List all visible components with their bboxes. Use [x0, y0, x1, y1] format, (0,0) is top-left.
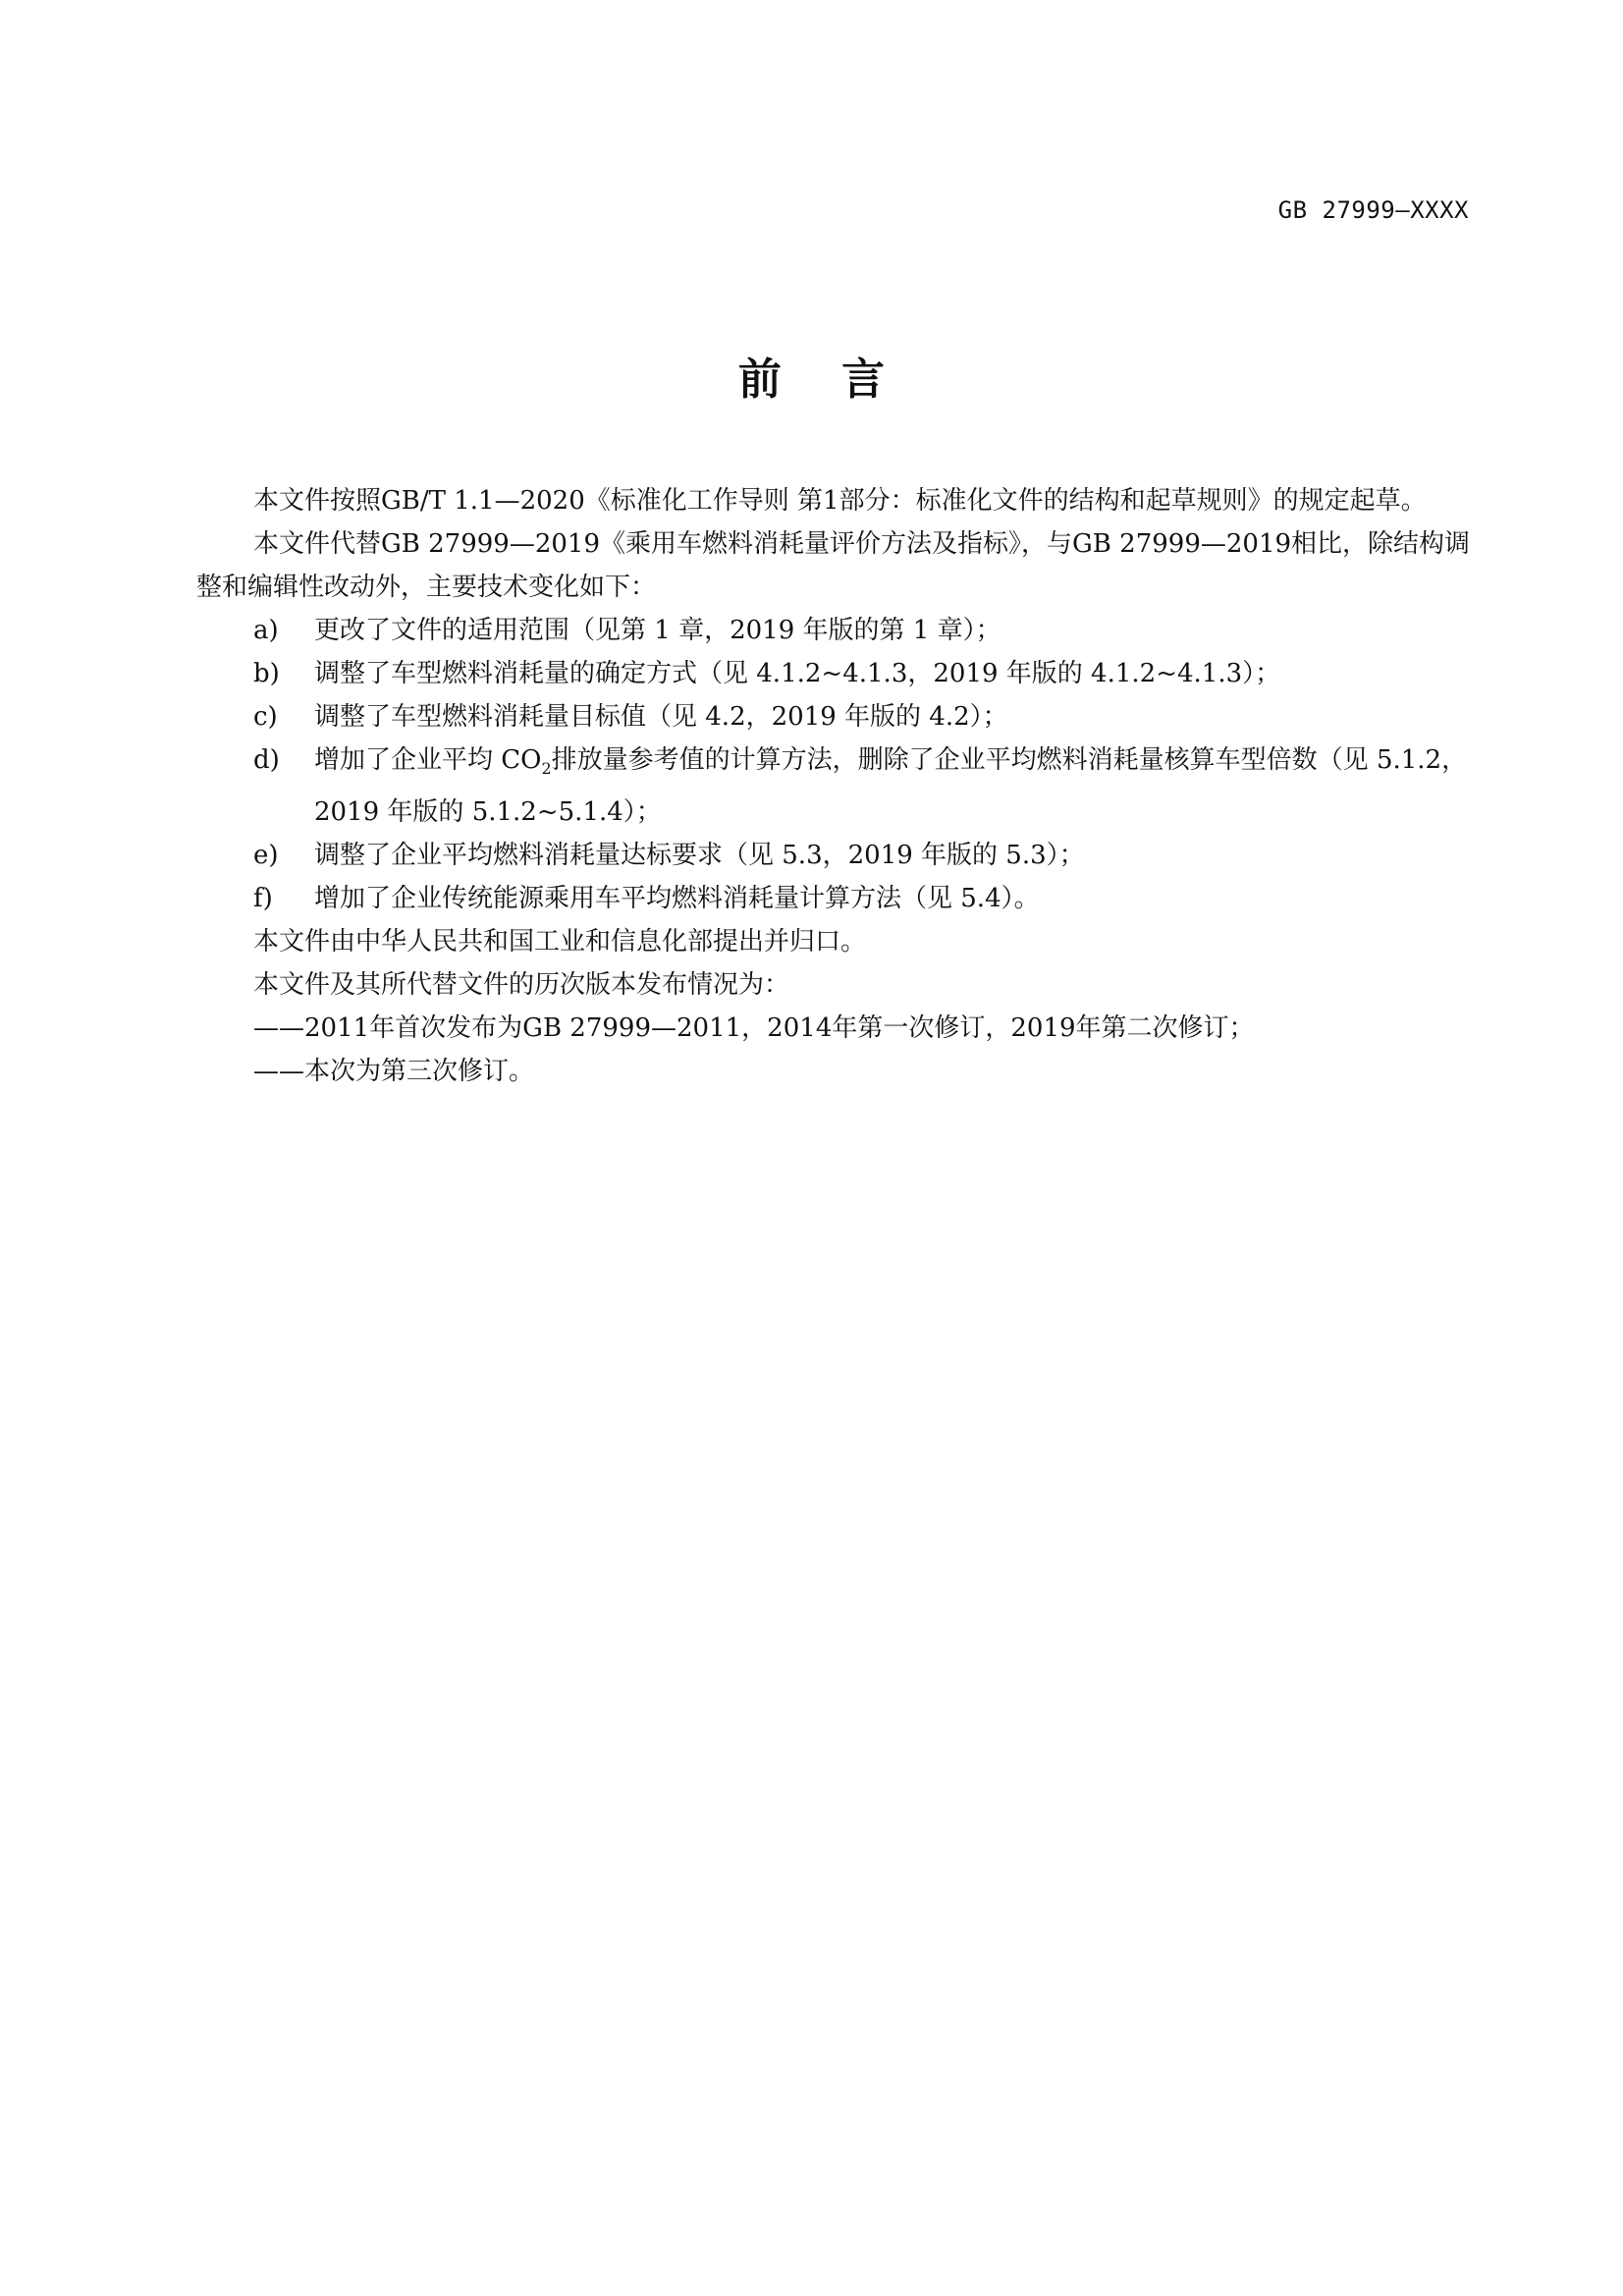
page-title: 前 言 [737, 355, 886, 405]
list-text: 更改了文件的适用范围（见第 1 章，2019 年版的第 1 章）； [314, 616, 1001, 645]
list-marker: c) [253, 702, 278, 732]
history-item: ——2011年首次发布为GB 27999—2011，2014年第一次修订，2019年第二次修订； [253, 1013, 1255, 1044]
list-marker: f) [253, 884, 273, 914]
list-text: 调整了企业平均燃料消耗量达标要求（见 5.3，2019 年版的 5.3）； [314, 841, 1085, 871]
list-item [253, 652, 1473, 695]
paragraph-replacement: 本文件代替GB 27999—2019《乘用车燃料消耗量评价方法及指标》，与GB 27999—2019相比，除结构调整和编辑性改动外，主要技术变化如下： [196, 529, 1471, 602]
list-marker: b) [253, 659, 280, 688]
list-text: 增加了企业传统能源乘用车平均燃料消耗量计算方法（见 5.4）。 [314, 884, 1040, 914]
co2-subscript: 2 [541, 759, 552, 779]
list-text [314, 738, 1473, 834]
list-item [253, 738, 1473, 834]
list-text: 调整了车型燃料消耗量目标值（见 4.2，2019 年版的 4.2）； [314, 702, 1008, 732]
paragraph-history-intro: 本文件及其所代替文件的历次版本发布情况为： [253, 970, 790, 1001]
list-item [253, 609, 1473, 652]
list-item [253, 877, 1473, 920]
history-item: ——本次为第三次修订。 [253, 1057, 535, 1087]
list-text: 调整了车型燃料消耗量的确定方式（见 4.1.2~4.1.3，2019 年版的 4.1.2~4.1.3）； [314, 659, 1281, 688]
list-item [253, 695, 1473, 738]
list-text-part: 增加了企业平均 CO [314, 745, 542, 775]
list-item [253, 834, 1473, 877]
list-text-part: 排放量参考值的计算方法，删除了企业平均燃料消耗量核算车型倍数（见 5.1.2，2019 年版的 5.1.2~5.1.4）； [314, 745, 1468, 828]
document-code: GB 27999—XXXX [1277, 196, 1469, 224]
paragraph-proposer: 本文件由中华人民共和国工业和信息化部提出并归口。 [253, 927, 867, 957]
list-marker: a) [253, 616, 279, 645]
list-marker: e) [253, 841, 279, 871]
foreword-body [196, 479, 1473, 1093]
changes-list [196, 609, 1473, 920]
paragraph-drafting-basis: 本文件按照GB/T 1.1—2020《标准化工作导则 第1部分：标准化文件的结构和起草规则》的规定起草。 [253, 486, 1427, 516]
list-marker: d) [253, 745, 280, 775]
